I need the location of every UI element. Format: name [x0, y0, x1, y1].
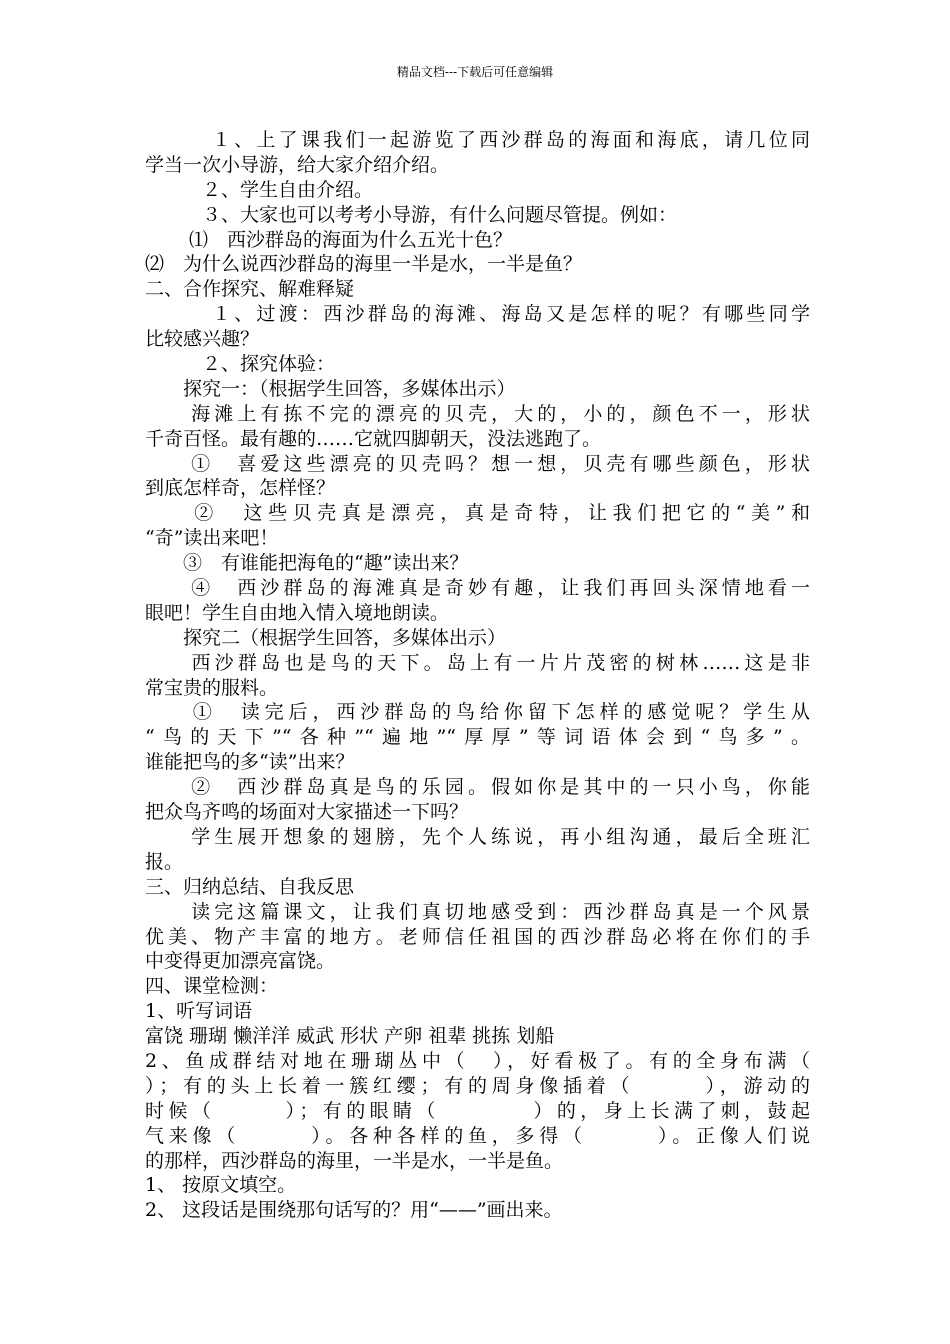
text-line: 2、鱼成群结对地在珊瑚丛中（ ），好看极了。有的全身布满（: [145, 1049, 810, 1072]
text-line: 2、 这段话是围绕那句话写的？用“——”画出来。: [145, 1199, 563, 1222]
text-line: 的那样，西沙群岛的海里，一半是水，一半是鱼。: [145, 1149, 564, 1172]
text-line: ⑵ 为什么说西沙群岛的海里一半是水，一半是鱼？: [145, 253, 583, 276]
text-line: 海滩上有拣不完的漂亮的贝壳，大的，小的，颜色不一，形状: [145, 402, 810, 425]
text-line: 探究二（根据学生回答，多媒体出示）: [145, 626, 507, 649]
text-line: 千奇百怪。最有趣的……它就四脚朝天，没法逃跑了。: [145, 427, 602, 450]
section-heading: 四、课堂检测：: [145, 975, 279, 998]
text-line: 气来像（ ）。各种各样的鱼，多得（ ）。正像人们说: [145, 1124, 810, 1147]
text-line: 西沙群岛也是鸟的天下。岛上有一片片茂密的树林……这是非: [145, 651, 810, 674]
text-line: ）；有的头上长着一簇红缨；有的周身像插着（ ），游动的: [145, 1074, 810, 1097]
text-line: １、过渡：西沙群岛的海滩、海岛又是怎样的呢？有哪些同学: [145, 303, 810, 326]
text-line: ③ 有谁能把海龟的“趣”读出来？: [145, 552, 469, 575]
text-line: 探究一：（根据学生回答，多媒体出示）: [145, 377, 516, 400]
text-line: ② 西沙群岛真是鸟的乐园。假如你是其中的一只小鸟，你能: [145, 776, 810, 799]
text-line: ２、学生自由介绍。: [145, 178, 374, 201]
text-line: 1、 按原文填空。: [145, 1174, 297, 1197]
page-header: 精品文档---下载后可任意编辑: [396, 65, 554, 79]
text-line: “鸟的天下”“各种”“遍地”“厚厚”等词语体会到“鸟多”。: [145, 726, 810, 749]
text-line: 比较感兴趣？: [145, 328, 260, 351]
text-line: 中变得更加漂亮富饶。: [145, 950, 336, 973]
section-heading: 二、合作探究、解难释疑: [145, 278, 355, 301]
text-line: “奇”读出来吧！: [145, 527, 279, 550]
text-line: １、上了课我们一起游览了西沙群岛的海面和海底，请几位同: [145, 129, 810, 151]
text-line: 1、听写词语: [145, 1000, 253, 1023]
text-line: 优美、物产丰富的地方。老师信任祖国的西沙群岛必将在你们的手: [145, 925, 810, 948]
text-line: 到底怎样奇，怎样怪？: [145, 477, 336, 500]
text-line: ⑴ 西沙群岛的海面为什么五光十色？: [145, 228, 513, 251]
text-line: ① 喜爱这些漂亮的贝壳吗？想一想，贝壳有哪些颜色，形状: [145, 452, 810, 475]
text-line: 学生展开想象的翅膀，先个人练说，再小组沟通，最后全班汇: [145, 825, 810, 848]
text-line: ３、大家也可以考考小导游，有什么问题尽管提。例如：: [145, 203, 678, 226]
text-line: 富饶 珊瑚 懒洋洋 威武 形状 产卵 祖辈 挑拣 划船: [145, 1025, 555, 1048]
document-body: [145, 128, 810, 1223]
text-line: ② 这些贝壳真是漂亮，真是奇特，让我们把它的“美”和: [145, 502, 810, 525]
text-line: 眼吧！学生自由地入情入境地朗读。: [145, 601, 450, 624]
text-line: 时候（ ）；有的眼睛（ ）的，身上长满了刺，鼓起: [145, 1099, 810, 1122]
text-line: 读完这篇课文，让我们真切地感受到：西沙群岛真是一个风景: [145, 900, 810, 923]
text-line: 常宝贵的服料。: [145, 676, 279, 699]
text-line: 把众鸟齐鸣的场面对大家描述一下吗？: [145, 801, 469, 824]
text-line: 谁能把鸟的多“读”出来？: [145, 751, 355, 774]
text-line: 学当一次小导游，给大家介绍介绍。: [145, 153, 450, 176]
text-line: ④ 西沙群岛的海滩真是奇妙有趣，让我们再回头深情地看一: [145, 577, 810, 600]
text-line: ① 读完后，西沙群岛的鸟给你留下怎样的感觉呢？学生从: [145, 701, 810, 724]
text-line: ２、探究体验：: [145, 353, 336, 376]
text-line: 报。: [145, 850, 184, 873]
section-heading: 三、归纳总结、自我反思: [145, 875, 355, 898]
